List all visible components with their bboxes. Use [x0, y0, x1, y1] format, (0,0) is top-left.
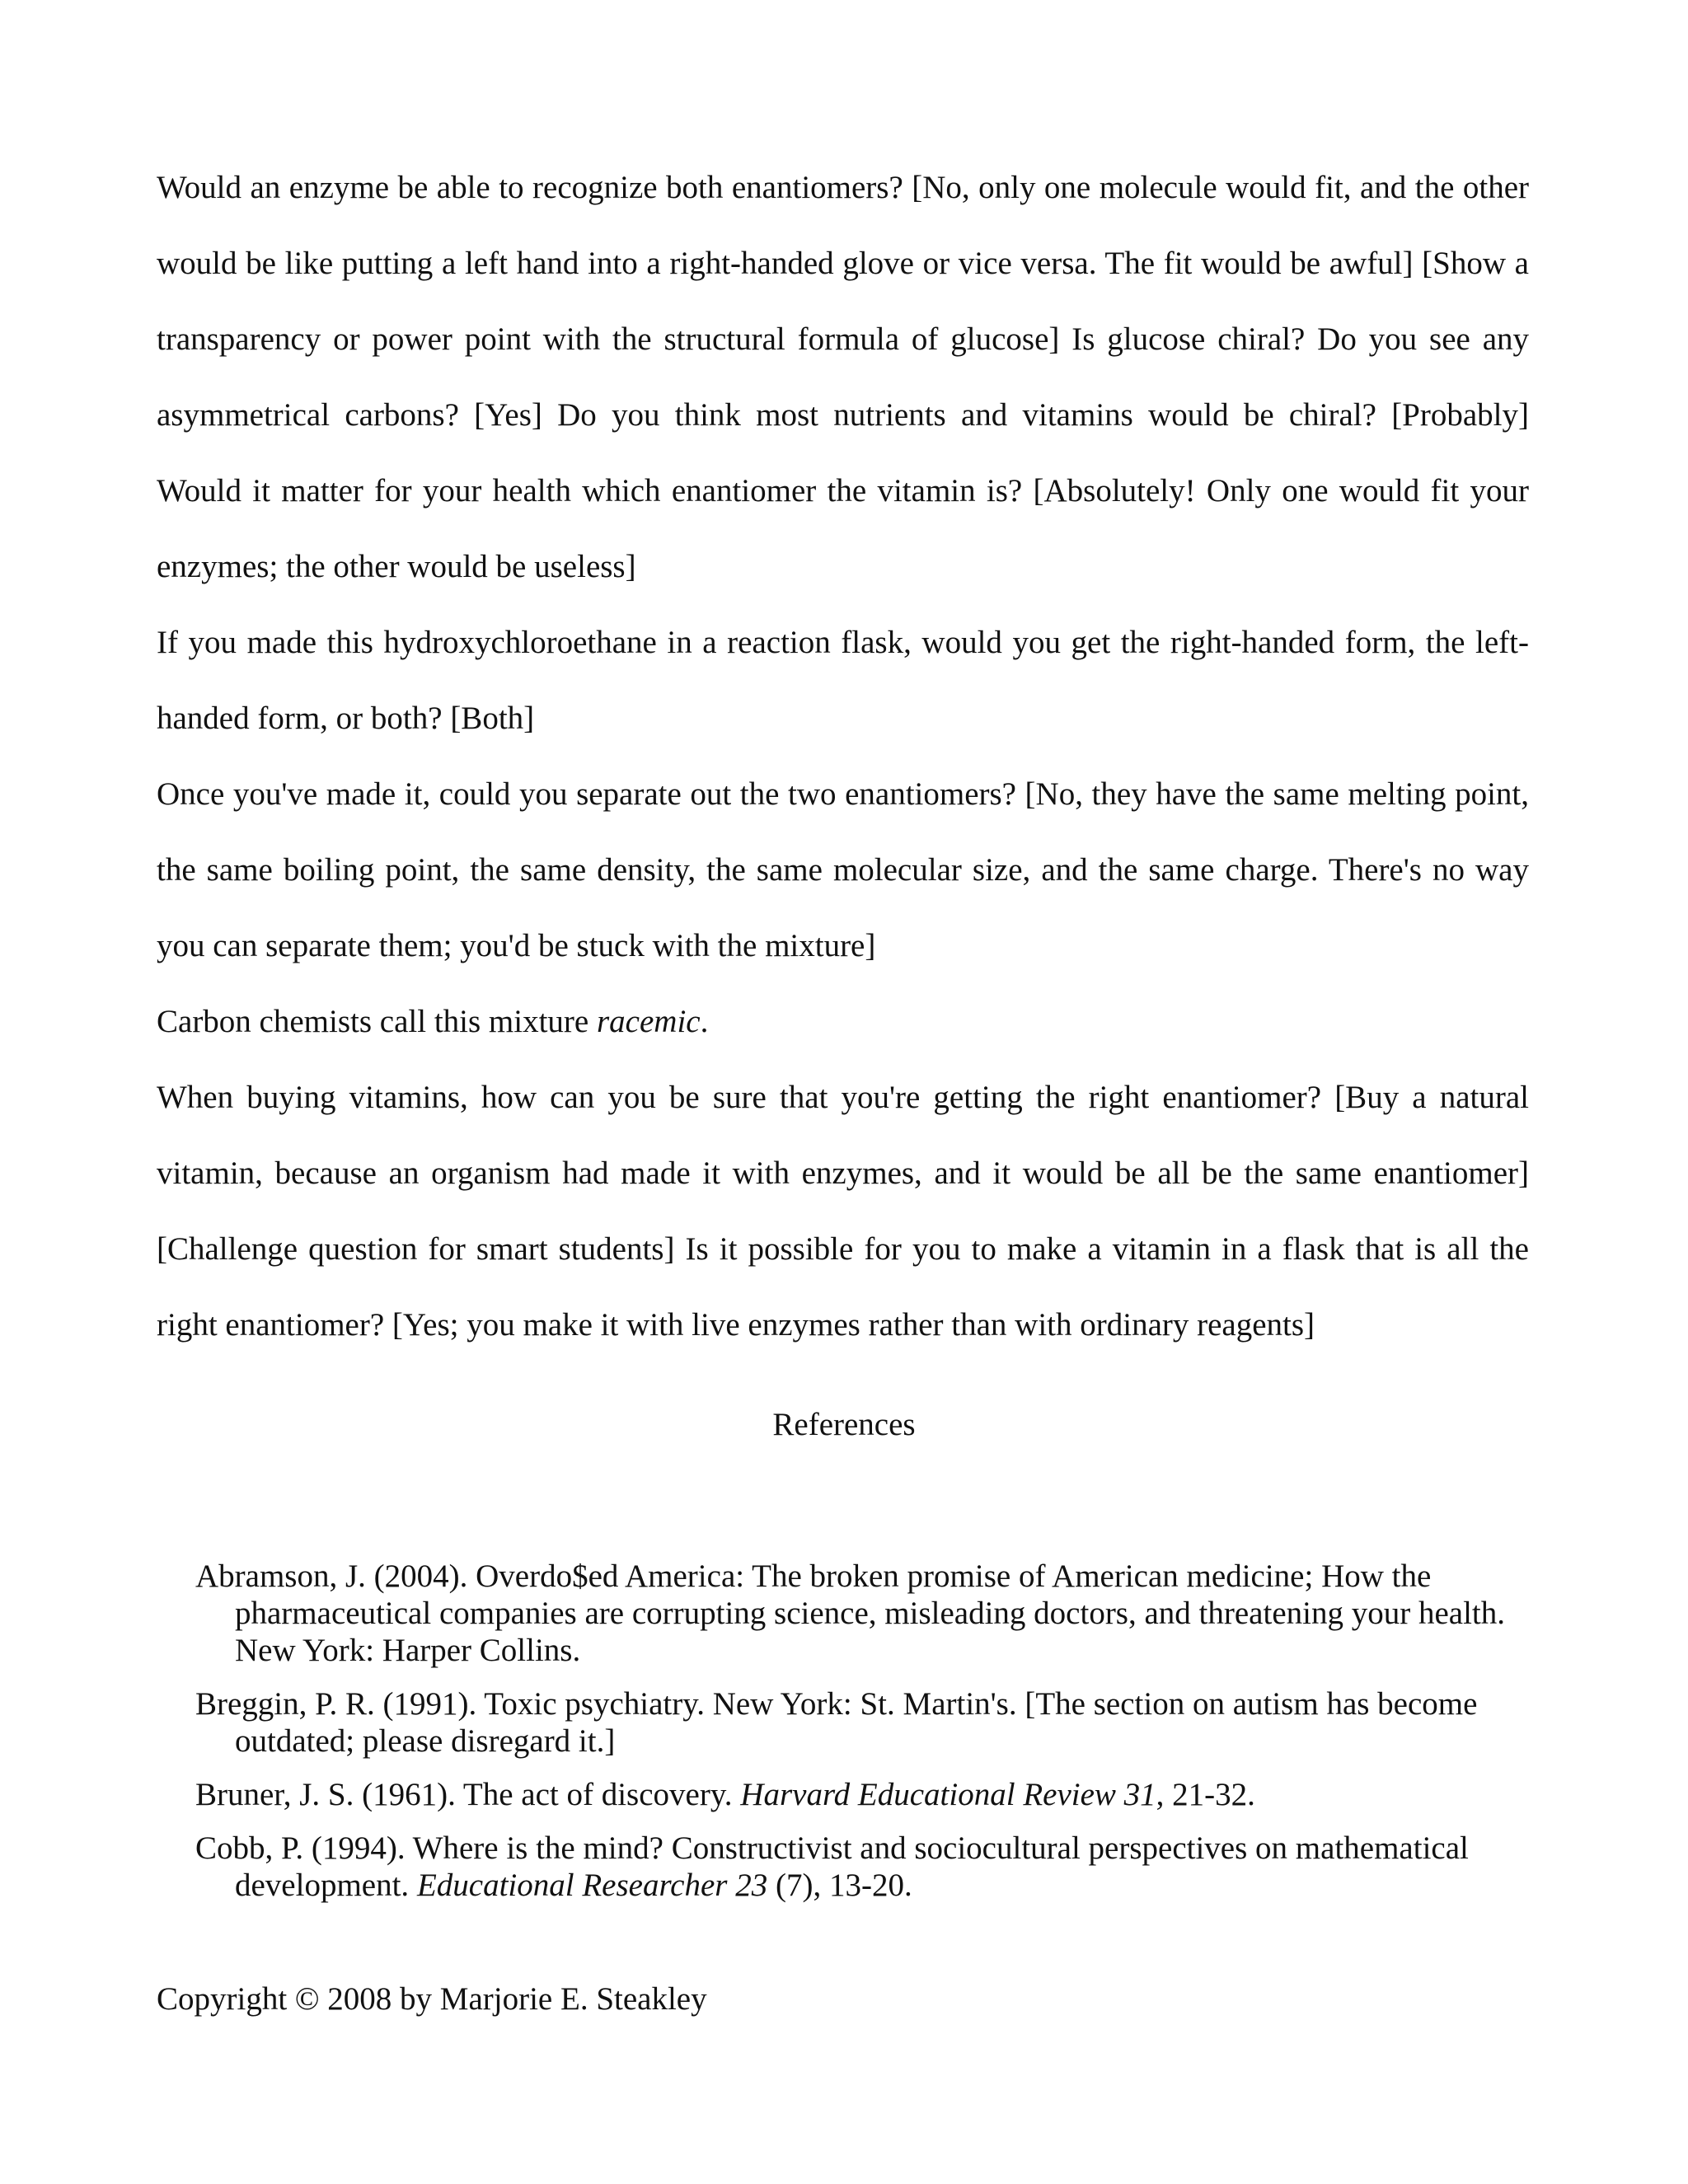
reference-abramson: Abramson, J. (2004). Overdo$ed America: The broken promise of American medicine; How the pharmaceutical companies are corrupting science, misleading doctors, and threatening your health. New York: Harper Collins. — [195, 1558, 1505, 1668]
racemic-text-before: Carbon chemists call this mixture — [157, 1004, 597, 1039]
reference-cobb-journal: Educational Researcher 23 — [416, 1868, 768, 1903]
copyright-notice: Copyright © 2008 by Marjorie E. Steakley — [157, 1981, 707, 2017]
reference-cobb-pages: (7), 13-20. — [767, 1868, 912, 1903]
paragraph-buying-vitamins: When buying vitamins, how can you be sure that you're getting the right enantiomer? [Buy a natural vitamin, because an organism had made it with enzymes, and it would be all be the same enantiomer] [Challenge question for smart students] Is it possible for you to make a vitamin in a flask that is all the right enantiomer? [Yes; you make it with live enzymes rather than with ordinary reagents] — [157, 1080, 1529, 1343]
references-list — [195, 1558, 1529, 1920]
paragraph-racemic — [157, 984, 1529, 1060]
references-heading: References — [772, 1407, 916, 1442]
racemic-text-after: . — [700, 1004, 709, 1039]
reference-breggin: Breggin, P. R. (1991). Toxic psychiatry. New York: St. Martin's. [The section on autism has become outdated; please disregard it.] — [195, 1686, 1478, 1759]
reference-bruner-pages: , 21-32. — [1156, 1777, 1255, 1812]
reference-cobb — [195, 1830, 1529, 1904]
reference-bruner — [195, 1776, 1529, 1813]
reference-cobb-text: Cobb, P. (1994). Where is the mind? Constructivist and sociocultural perspectives on mathematical development. — [195, 1830, 1469, 1903]
paragraph-hydroxychloroethane: If you made this hydroxychloroethane in a reaction flask, would you get the right-handed form, the left-handed form, or both? [Both] — [157, 625, 1529, 736]
reference-bruner-journal: Harvard Educational Review 31 — [740, 1777, 1156, 1812]
reference-bruner-text: Bruner, J. S. (1961). The act of discovery. — [195, 1777, 741, 1812]
paragraph-separate-enantiomers: Once you've made it, could you separate out the two enantiomers? [No, they have the same melting point, the same boiling point, the same density, the same molecular size, and the same charge. There's no way you can separate them; you'd be stuck with the mixture] — [157, 776, 1529, 963]
paragraph-enzyme-enantiomers: Would an enzyme be able to recognize both enantiomers? [No, only one molecule would fit, and the other would be like putting a left hand into a right-handed glove or vice versa. The fit would be awful] [Show a transparency or power point with the structural formula of glucose] Is glucose chiral? Do you see any asymmetrical carbons? [Yes] Do you think most nutrients and vitamins would be chiral? [Probably] Would it matter for your health which enantiomer the vitamin is? [Absolutely! Only one would fit your enzymes; the other would be useless] — [157, 170, 1529, 584]
body-text — [157, 150, 1529, 1363]
racemic-term: racemic — [596, 1004, 701, 1039]
